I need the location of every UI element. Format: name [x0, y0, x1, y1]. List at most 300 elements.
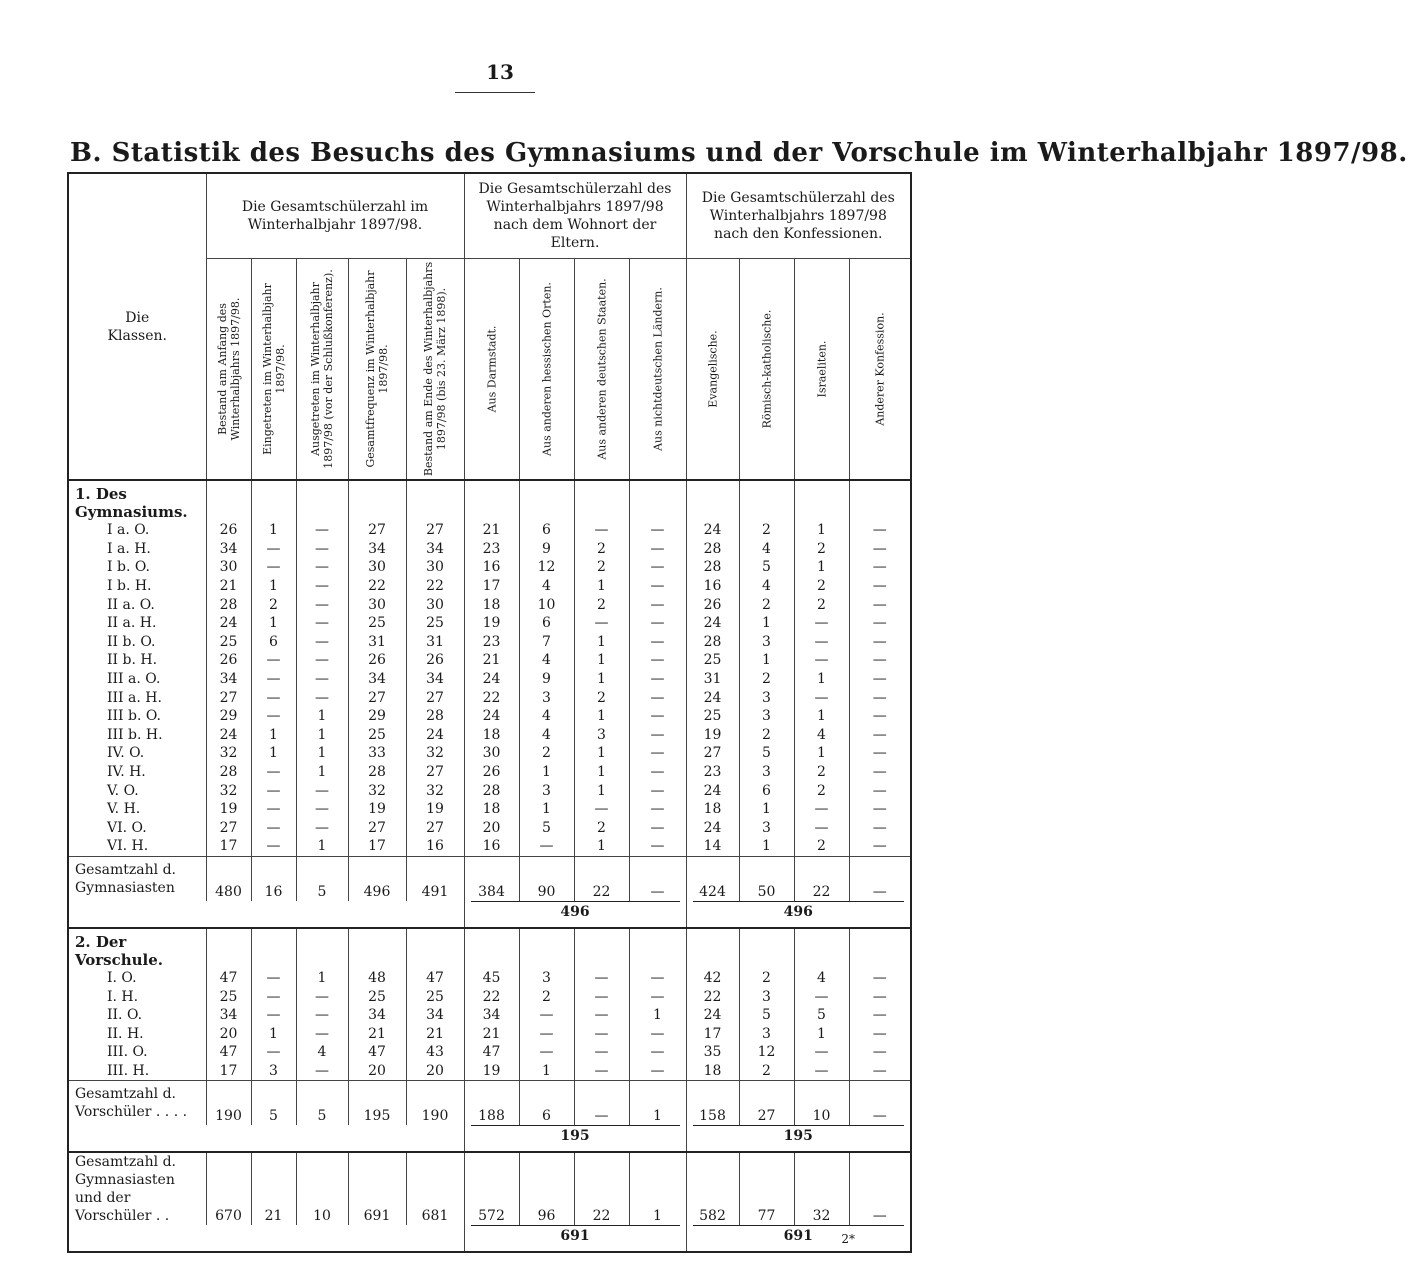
- table-cell: 25: [406, 987, 464, 1006]
- class-label: II a. O.: [68, 595, 206, 614]
- confession-sum-cell: [686, 901, 911, 928]
- table-cell: 3: [574, 726, 629, 745]
- table-cell: 2: [794, 540, 849, 559]
- table-cell: —: [296, 1062, 348, 1081]
- table-cell: 6: [519, 521, 574, 540]
- table-cell: 4: [519, 726, 574, 745]
- table-cell: 27: [406, 763, 464, 782]
- table-cell: 34: [348, 1006, 406, 1025]
- table-cell: 21: [464, 1024, 519, 1043]
- table-row: [68, 670, 911, 689]
- empty-cell: [251, 928, 296, 969]
- table-cell: 20: [206, 1024, 251, 1043]
- table-cell: 43: [406, 1043, 464, 1062]
- table-cell: —: [849, 1062, 911, 1081]
- table-cell: 1: [574, 670, 629, 689]
- total-cell: 491: [406, 856, 464, 901]
- table-cell: —: [251, 969, 296, 988]
- table-cell: 17: [348, 837, 406, 856]
- table-cell: 20: [406, 1062, 464, 1081]
- total-cell: 670: [206, 1152, 251, 1225]
- table-cell: 47: [348, 1043, 406, 1062]
- table-cell: 1: [574, 577, 629, 596]
- table-cell: —: [849, 1006, 911, 1025]
- section-title-row: [68, 480, 911, 521]
- table-cell: —: [251, 1043, 296, 1062]
- table-cell: —: [629, 707, 686, 726]
- table-cell: —: [794, 614, 849, 633]
- empty-cell: [629, 480, 686, 521]
- table-cell: —: [574, 1024, 629, 1043]
- grand-total-row: [68, 1152, 911, 1225]
- table-cell: 16: [686, 577, 739, 596]
- column-header: [348, 259, 406, 481]
- table-cell: —: [296, 558, 348, 577]
- table-cell: 30: [464, 744, 519, 763]
- table-cell: 34: [406, 670, 464, 689]
- table-cell: 24: [406, 726, 464, 745]
- table-cell: 2: [519, 744, 574, 763]
- table-cell: —: [574, 1062, 629, 1081]
- table-cell: 1: [519, 763, 574, 782]
- table-row: [68, 744, 911, 763]
- total-cell: —: [849, 856, 911, 901]
- table-cell: 17: [206, 1062, 251, 1081]
- total-cell: 384: [464, 856, 519, 901]
- total-cell: 5: [296, 1081, 348, 1126]
- total-cell: 32: [794, 1152, 849, 1225]
- column-header: [739, 259, 794, 481]
- table-cell: 2: [794, 577, 849, 596]
- table-cell: 1: [629, 1006, 686, 1025]
- table-cell: 29: [206, 707, 251, 726]
- table-cell: 32: [406, 744, 464, 763]
- table-cell: 30: [348, 595, 406, 614]
- page-title: B. Statistik des Besuchs des Gymnasiums und der Vorschule im Winterhalbjahr 1897/98.: [70, 138, 1408, 168]
- empty-cell: [574, 928, 629, 969]
- table-cell: —: [849, 558, 911, 577]
- empty-cell: [574, 480, 629, 521]
- column-header: [519, 259, 574, 481]
- column-header-label: Aus anderen deutschen Staaten.: [595, 278, 609, 460]
- confession-sum: 691: [693, 1225, 905, 1245]
- table-cell: 30: [206, 558, 251, 577]
- table-cell: —: [629, 670, 686, 689]
- table-cell: 24: [206, 614, 251, 633]
- table-cell: —: [849, 819, 911, 838]
- table-cell: 9: [519, 540, 574, 559]
- residence-sum: 195: [471, 1125, 680, 1145]
- table-cell: 1: [519, 1062, 574, 1081]
- table-cell: 18: [686, 800, 739, 819]
- table-cell: 2: [794, 595, 849, 614]
- table-cell: 17: [686, 1024, 739, 1043]
- table-cell: —: [519, 1006, 574, 1025]
- table-cell: 21: [464, 521, 519, 540]
- table-cell: 1: [739, 614, 794, 633]
- total-cell: 480: [206, 856, 251, 901]
- table-cell: 4: [519, 707, 574, 726]
- table-cell: 27: [348, 521, 406, 540]
- table-cell: —: [296, 651, 348, 670]
- table-cell: —: [629, 595, 686, 614]
- empty-cell: [296, 480, 348, 521]
- table-cell: 31: [686, 670, 739, 689]
- table-cell: —: [849, 1024, 911, 1043]
- total-label: Gesamtzahl d. Vorschüler . . . .: [68, 1081, 206, 1126]
- column-header: [686, 259, 739, 481]
- table-cell: 34: [206, 540, 251, 559]
- table-row: [68, 987, 911, 1006]
- total-cell: 1: [629, 1081, 686, 1126]
- table-cell: —: [296, 577, 348, 596]
- table-cell: 29: [348, 707, 406, 726]
- table-cell: 25: [686, 707, 739, 726]
- sum-brace-row: [68, 1225, 911, 1252]
- class-label: III. H.: [68, 1062, 206, 1081]
- table-cell: —: [849, 651, 911, 670]
- total-cell: 572: [464, 1152, 519, 1225]
- table-cell: 34: [406, 540, 464, 559]
- table-cell: —: [296, 521, 348, 540]
- table-cell: —: [849, 800, 911, 819]
- table-cell: 6: [251, 633, 296, 652]
- table-cell: 6: [739, 781, 794, 800]
- table-cell: 26: [348, 651, 406, 670]
- table-cell: —: [574, 1043, 629, 1062]
- table-row: [68, 521, 911, 540]
- table-row: [68, 837, 911, 856]
- table-cell: —: [849, 707, 911, 726]
- table-cell: —: [251, 819, 296, 838]
- column-header-label: Bestand am Anfang des Winterhalbjahrs 1897/98.: [215, 297, 242, 441]
- table-cell: 35: [686, 1043, 739, 1062]
- table-cell: 25: [206, 987, 251, 1006]
- class-label: I. H.: [68, 987, 206, 1006]
- confession-sum-cell: [686, 1225, 911, 1252]
- total-cell: —: [574, 1081, 629, 1126]
- class-label: III. O.: [68, 1043, 206, 1062]
- total-cell: 77: [739, 1152, 794, 1225]
- table-cell: 27: [686, 744, 739, 763]
- table-cell: —: [849, 726, 911, 745]
- table-cell: 1: [574, 781, 629, 800]
- column-header-label: Aus Darmstadt.: [485, 325, 499, 413]
- table-row: [68, 1062, 911, 1081]
- signature-mark: 2*: [841, 1232, 855, 1246]
- table-cell: 22: [348, 577, 406, 596]
- table-cell: —: [296, 987, 348, 1006]
- table-cell: 4: [794, 726, 849, 745]
- table-cell: —: [849, 969, 911, 988]
- table-cell: 22: [464, 688, 519, 707]
- empty-cell: [739, 928, 794, 969]
- table-cell: 1: [519, 800, 574, 819]
- table-cell: 1: [296, 744, 348, 763]
- table-cell: —: [849, 763, 911, 782]
- total-cell: 22: [794, 856, 849, 901]
- table-cell: 1: [296, 707, 348, 726]
- table-cell: 2: [251, 595, 296, 614]
- table-cell: 34: [206, 1006, 251, 1025]
- class-label: III a. O.: [68, 670, 206, 689]
- table-cell: 3: [519, 781, 574, 800]
- residence-sum: 496: [471, 901, 680, 921]
- class-label: I a. H.: [68, 540, 206, 559]
- table-cell: 34: [464, 1006, 519, 1025]
- table-cell: —: [574, 800, 629, 819]
- table-cell: —: [629, 837, 686, 856]
- table-cell: 1: [296, 726, 348, 745]
- empty-cell: [206, 928, 251, 969]
- table-cell: —: [849, 633, 911, 652]
- table-cell: 14: [686, 837, 739, 856]
- table-cell: 28: [348, 763, 406, 782]
- table-cell: —: [296, 819, 348, 838]
- table-cell: 28: [406, 707, 464, 726]
- table-row: [68, 781, 911, 800]
- table-cell: 34: [206, 670, 251, 689]
- table-cell: 1: [794, 744, 849, 763]
- table-cell: —: [629, 744, 686, 763]
- table-cell: —: [629, 558, 686, 577]
- table-cell: 34: [348, 540, 406, 559]
- empty-cell: [849, 928, 911, 969]
- class-label: III a. H.: [68, 688, 206, 707]
- table-cell: 5: [739, 744, 794, 763]
- table-cell: —: [251, 707, 296, 726]
- column-header-label: Aus nichtdeutschen Ländern.: [651, 287, 665, 451]
- table-cell: 22: [686, 987, 739, 1006]
- table-cell: —: [629, 819, 686, 838]
- table-cell: 4: [519, 577, 574, 596]
- table-cell: 24: [686, 781, 739, 800]
- column-header: [849, 259, 911, 481]
- table-cell: 1: [251, 614, 296, 633]
- table-cell: 4: [739, 577, 794, 596]
- table-cell: 9: [519, 670, 574, 689]
- table-cell: —: [574, 969, 629, 988]
- table-cell: —: [629, 726, 686, 745]
- total-cell: 50: [739, 856, 794, 901]
- class-label: V. H.: [68, 800, 206, 819]
- table-cell: 2: [574, 558, 629, 577]
- table-cell: 19: [464, 614, 519, 633]
- sum-brace-row: [68, 1125, 911, 1152]
- table-cell: 27: [206, 819, 251, 838]
- table-cell: —: [629, 688, 686, 707]
- table-cell: 24: [686, 688, 739, 707]
- table-cell: —: [629, 540, 686, 559]
- total-cell: 424: [686, 856, 739, 901]
- table-cell: 21: [406, 1024, 464, 1043]
- table-cell: 26: [206, 651, 251, 670]
- empty-cell: [464, 928, 519, 969]
- table-cell: —: [296, 670, 348, 689]
- table-cell: 30: [348, 558, 406, 577]
- table-row: [68, 969, 911, 988]
- table-cell: 12: [739, 1043, 794, 1062]
- total-cell: 158: [686, 1081, 739, 1126]
- table-row: [68, 1024, 911, 1043]
- table-row: [68, 707, 911, 726]
- table-cell: —: [794, 987, 849, 1006]
- table-cell: —: [849, 670, 911, 689]
- statistics-table: [67, 172, 912, 1253]
- table-cell: 27: [206, 688, 251, 707]
- table-cell: 2: [739, 1062, 794, 1081]
- table-row: [68, 540, 911, 559]
- total-cell: 691: [348, 1152, 406, 1225]
- table-cell: 17: [206, 837, 251, 856]
- table-cell: 2: [794, 763, 849, 782]
- class-label: VI. H.: [68, 837, 206, 856]
- table-cell: —: [849, 688, 911, 707]
- table-cell: 24: [686, 1006, 739, 1025]
- table-cell: 18: [464, 800, 519, 819]
- table-cell: 1: [251, 1024, 296, 1043]
- table-cell: 25: [206, 633, 251, 652]
- table-cell: —: [849, 521, 911, 540]
- table-cell: 5: [739, 558, 794, 577]
- table-cell: 1: [296, 969, 348, 988]
- class-label: II. O.: [68, 1006, 206, 1025]
- total-label: Gesamtzahl d. Gymnasiasten: [68, 856, 206, 901]
- table-cell: —: [296, 1006, 348, 1025]
- class-label: II. H.: [68, 1024, 206, 1043]
- column-header: [794, 259, 849, 481]
- total-cell: 582: [686, 1152, 739, 1225]
- table-cell: 31: [406, 633, 464, 652]
- table-body: [68, 480, 911, 1252]
- empty-cell: [406, 480, 464, 521]
- section-title: 2. Der Vorschule.: [68, 928, 206, 969]
- table-cell: 24: [464, 670, 519, 689]
- table-cell: 5: [739, 1006, 794, 1025]
- column-header: [574, 259, 629, 481]
- table-cell: 32: [348, 781, 406, 800]
- page-number: 13: [486, 60, 514, 84]
- table-cell: —: [849, 987, 911, 1006]
- table-cell: —: [849, 614, 911, 633]
- table-cell: 20: [348, 1062, 406, 1081]
- table-cell: —: [251, 763, 296, 782]
- table-cell: —: [296, 688, 348, 707]
- table-row: [68, 819, 911, 838]
- table-row: [68, 688, 911, 707]
- confession-sum: 496: [693, 901, 905, 921]
- table-cell: 23: [464, 633, 519, 652]
- empty-cell: [251, 480, 296, 521]
- table-cell: 3: [739, 763, 794, 782]
- table-cell: 1: [739, 651, 794, 670]
- table-cell: 26: [406, 651, 464, 670]
- group-header-confession: Die Gesamtschülerzahl des Winterhalbjahrs 1897/98 nach den Konfessionen.: [686, 173, 911, 259]
- table-cell: 19: [406, 800, 464, 819]
- table-cell: 3: [739, 987, 794, 1006]
- table-cell: 25: [686, 651, 739, 670]
- table-cell: 24: [686, 521, 739, 540]
- table-cell: —: [296, 614, 348, 633]
- table-cell: —: [849, 781, 911, 800]
- column-header-label: Bestand am Ende des Winterhalbjahrs 1897/98 (bis 23. März 1898).: [422, 261, 448, 477]
- table-cell: 1: [574, 633, 629, 652]
- table-cell: 48: [348, 969, 406, 988]
- table-cell: 4: [519, 651, 574, 670]
- table-cell: 27: [406, 688, 464, 707]
- empty-cell: [849, 480, 911, 521]
- table-cell: 23: [464, 540, 519, 559]
- table-cell: 1: [739, 800, 794, 819]
- total-cell: 27: [739, 1081, 794, 1126]
- table-cell: 24: [206, 726, 251, 745]
- empty-cell: [519, 480, 574, 521]
- class-label: IV. H.: [68, 763, 206, 782]
- column-header-label: Ausgetreten im Winterhalbjahr 1897/98 (vor der Schlußkonferenz).: [309, 269, 335, 469]
- total-cell: 96: [519, 1152, 574, 1225]
- table-cell: —: [629, 1024, 686, 1043]
- total-cell: 6: [519, 1081, 574, 1126]
- table-cell: 16: [406, 837, 464, 856]
- table-cell: —: [251, 837, 296, 856]
- class-label: V. O.: [68, 781, 206, 800]
- table-cell: —: [296, 781, 348, 800]
- table-cell: 1: [794, 558, 849, 577]
- table-cell: —: [629, 651, 686, 670]
- total-cell: 195: [348, 1081, 406, 1126]
- empty-cell: [629, 928, 686, 969]
- table-cell: —: [794, 633, 849, 652]
- table-cell: 2: [739, 670, 794, 689]
- table-cell: 19: [686, 726, 739, 745]
- empty-cell: [406, 928, 464, 969]
- table-cell: 18: [464, 726, 519, 745]
- total-cell: 10: [794, 1081, 849, 1126]
- table-row: [68, 558, 911, 577]
- table-cell: 47: [206, 969, 251, 988]
- column-header-label: Gesamtfrequenz im Winterhalbjahr 1897/98.: [364, 270, 390, 468]
- table-cell: 1: [574, 707, 629, 726]
- total-cell: 190: [406, 1081, 464, 1126]
- table-cell: 47: [464, 1043, 519, 1062]
- table-cell: —: [629, 521, 686, 540]
- empty-cell: [686, 928, 739, 969]
- table-cell: —: [629, 987, 686, 1006]
- class-label: II b. O.: [68, 633, 206, 652]
- group-header-total: Die Gesamtschülerzahl im Winterhalbjahr 1897/98.: [206, 173, 464, 259]
- table-row: [68, 633, 911, 652]
- empty-cell: [519, 928, 574, 969]
- empty-cell: [739, 480, 794, 521]
- class-label: I a. O.: [68, 521, 206, 540]
- table-cell: 27: [348, 819, 406, 838]
- table-cell: 19: [348, 800, 406, 819]
- table-cell: 27: [348, 688, 406, 707]
- class-label: I b. O.: [68, 558, 206, 577]
- column-header: [464, 259, 519, 481]
- total-cell: —: [629, 856, 686, 901]
- table-cell: —: [794, 819, 849, 838]
- table-cell: —: [296, 595, 348, 614]
- table-cell: 22: [464, 987, 519, 1006]
- table-cell: —: [574, 1006, 629, 1025]
- table-cell: 10: [519, 595, 574, 614]
- total-cell: —: [849, 1081, 911, 1126]
- class-label: II b. H.: [68, 651, 206, 670]
- class-label: I b. H.: [68, 577, 206, 596]
- table-row: [68, 726, 911, 745]
- total-cell: 1: [629, 1152, 686, 1225]
